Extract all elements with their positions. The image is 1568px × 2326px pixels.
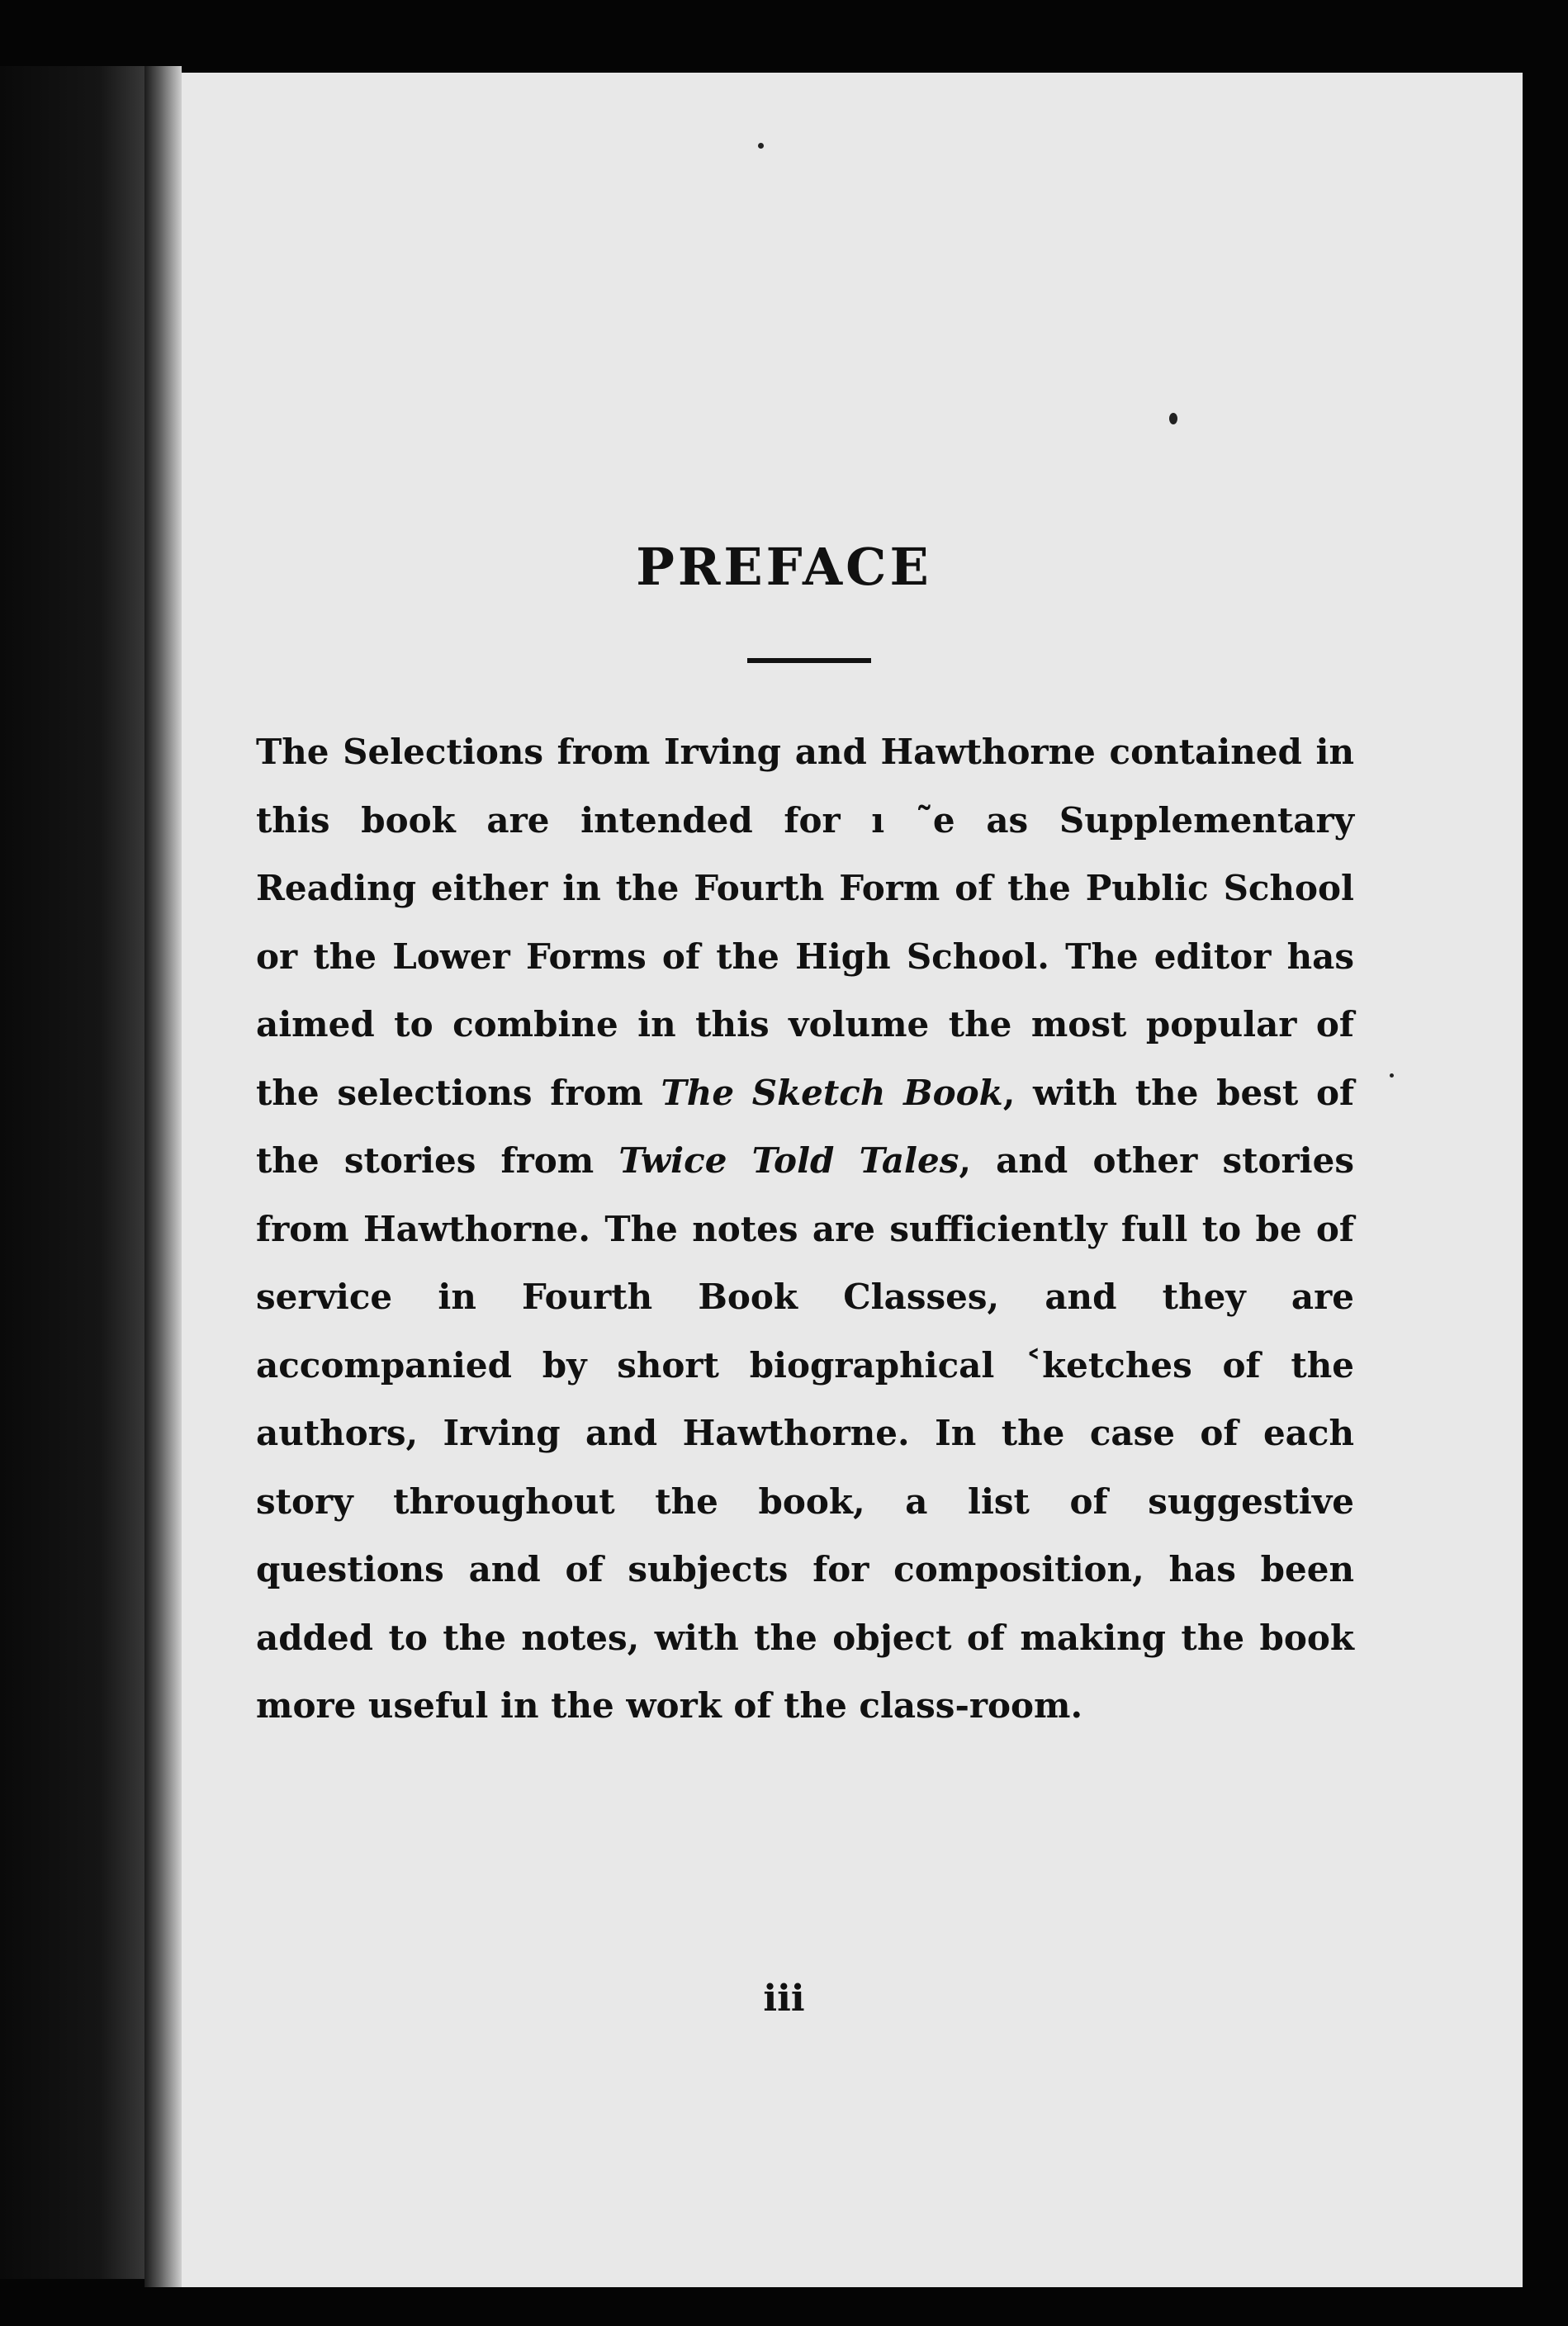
text-run: The Selections from Irving and Hawthorne contained in this book are intended for <box>256 732 1354 841</box>
ink-speck <box>1390 1073 1394 1078</box>
text-run: , and other stories from Hawthorne. The notes are sufficiently full to be of service in Fourth Book Classes, and they are accompanied by short biographical <box>256 1140 1354 1386</box>
ink-speck <box>758 143 764 149</box>
text-run: as Supplementary Reading either in the Fourth Form of the Public School or the Lower Forms of the High School. The editor has aimed to combine in this volume the most popular of the selections from <box>256 799 1354 1113</box>
text-run: , with the best of the stories from <box>256 1072 1355 1181</box>
text-run: of the authors, Irving and Hawthorne. In the case of each story throughout the book, a list of suggestive questions and of subjects for composition, has been added to the notes, with the object of making the book more useful in the work of the class-room. <box>256 1344 1354 1726</box>
scan-border <box>1523 58 1568 2287</box>
page-title: PREFACE <box>636 537 932 597</box>
damaged-text: ˂ketches <box>1025 1344 1192 1386</box>
ink-speck <box>1169 413 1177 424</box>
damaged-text: ı ˜e <box>871 799 955 841</box>
page-number: iii <box>763 1978 805 2020</box>
book-gutter <box>144 66 182 2287</box>
preface-paragraph <box>256 718 1354 1741</box>
book-title-sketch-book: The Sketch Book <box>661 1072 1003 1113</box>
book-title-twice-told-tales: Twice Told Tales <box>618 1140 959 1181</box>
title-rule <box>747 658 871 663</box>
